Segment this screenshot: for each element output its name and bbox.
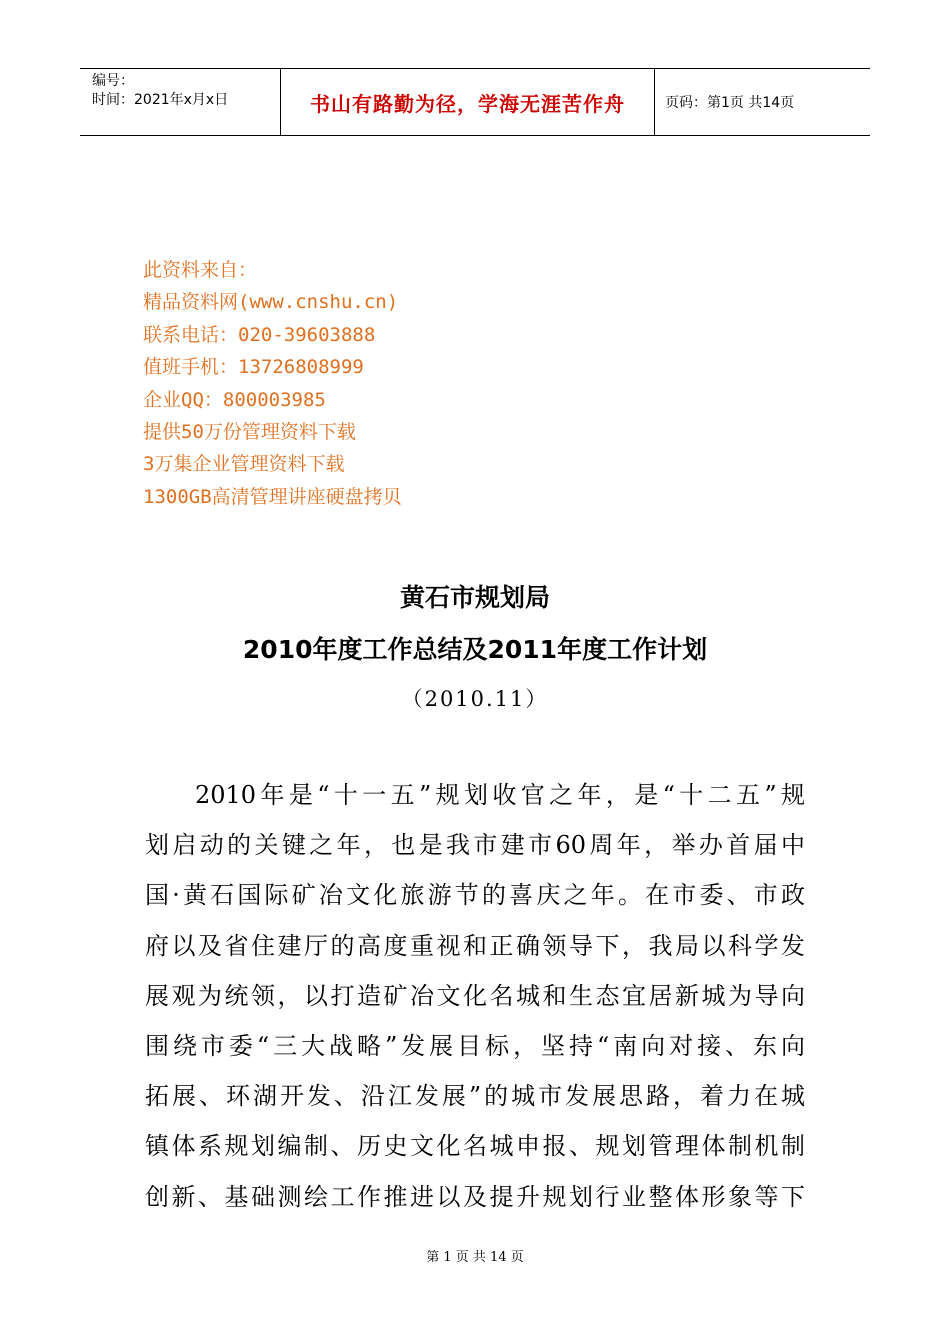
page-footer: 第 1 页 共 14 页 bbox=[426, 1250, 524, 1265]
body-line: 2010年是“十一五”规划收官之年，是“十二五”规 bbox=[195, 781, 805, 809]
document-title-main: 2010年度工作总结及2011年度工作计划 bbox=[242, 635, 708, 664]
source-line: 值班手机：13726808999 bbox=[143, 356, 364, 379]
document-date: （2010.11） bbox=[401, 687, 549, 711]
source-line: 联系电话：020-39603888 bbox=[143, 323, 376, 346]
source-line: 1300GB高清管理讲座硬盘拷贝 bbox=[143, 485, 402, 508]
source-line: 企业QQ：800003985 bbox=[143, 388, 326, 411]
source-info-block bbox=[143, 254, 402, 513]
body-line: 镇体系规划编制、历史文化名城申报、规划管理体制机制 bbox=[145, 1132, 805, 1161]
source-line: 提供50万份管理资料下载 bbox=[143, 421, 356, 444]
body-line: 划启动的关键之年，也是我市建市60周年，举办首届中 bbox=[145, 831, 805, 860]
body-line: 国·黄石国际矿冶文化旅游节的喜庆之年。在市委、市政 bbox=[145, 881, 805, 910]
body-line: 展观为统领，以打造矿冶文化名城和生态宜居新城为导向 bbox=[145, 981, 805, 1010]
document-title-org: 黄石市规划局 bbox=[399, 583, 550, 612]
header-meta bbox=[80, 69, 281, 135]
number-label: 编号： bbox=[92, 73, 134, 89]
body-line: 创新、基础测绘工作推进以及提升规划行业整体形象等下 bbox=[145, 1182, 805, 1211]
source-line: 此资料来自： bbox=[143, 259, 258, 281]
header-table bbox=[80, 68, 870, 136]
header-motto: 书山有路勤为径，学海无涯苦作舟 bbox=[281, 69, 655, 135]
source-line: 精品资料网(www.cnshu.cn) bbox=[143, 291, 399, 314]
time-label: 时间：2021年x月x日 bbox=[92, 92, 229, 108]
body-line: 府以及省住建厅的高度重视和正确领导下，我局以科学发 bbox=[145, 931, 805, 960]
header-page-info: 页码：第1页 共14页 bbox=[665, 95, 795, 111]
source-line: 3万集企业管理资料下载 bbox=[143, 453, 345, 476]
body-paragraph bbox=[145, 770, 805, 1222]
body-line: 围绕市委“三大战略”发展目标，坚持“南向对接、东向 bbox=[145, 1032, 805, 1061]
body-line: 拓展、环湖开发、沿江发展”的城市发展思路，着力在城 bbox=[145, 1082, 805, 1111]
